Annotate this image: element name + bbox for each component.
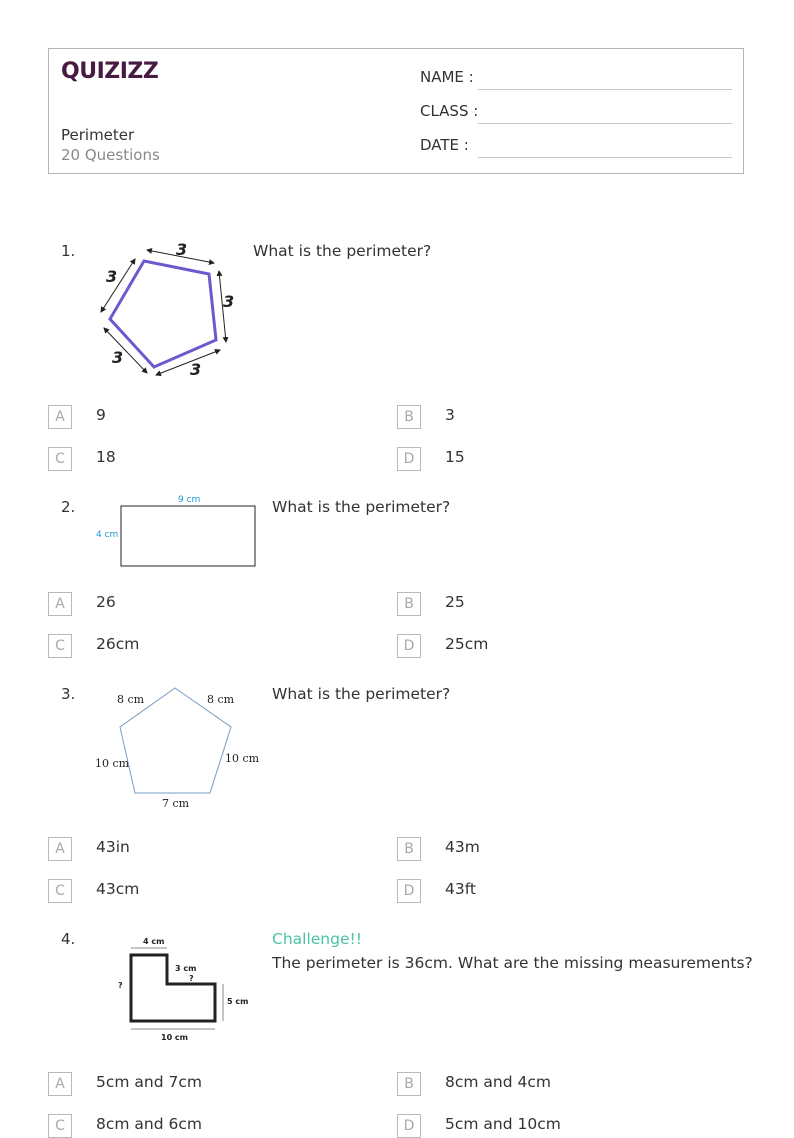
option-letter: A xyxy=(48,405,72,429)
date-field[interactable] xyxy=(420,136,732,158)
rectangle-shape xyxy=(121,506,255,566)
inner-height-label: 3 cm xyxy=(175,964,197,973)
question-count: 20 Questions xyxy=(61,146,160,164)
question-1-figure xyxy=(92,234,252,384)
name-label: NAME : xyxy=(420,68,474,86)
side-label-bottom: 7 cm xyxy=(162,797,190,810)
option-letter: D xyxy=(397,447,421,471)
question-4-number: 4. xyxy=(61,930,76,948)
height-label: 4 cm xyxy=(96,530,119,540)
question-3-text: What is the perimeter? xyxy=(272,685,451,703)
option-text: 9 xyxy=(96,406,106,424)
question-3-figure xyxy=(92,680,262,815)
option-text: 5cm and 7cm xyxy=(96,1073,202,1091)
option-text: 25cm xyxy=(445,635,489,653)
question-3-number: 3. xyxy=(61,685,76,703)
option-text: 43m xyxy=(445,838,480,856)
option-text: 15 xyxy=(445,448,465,466)
option-text: 8cm and 6cm xyxy=(96,1115,202,1133)
l-shape xyxy=(131,955,215,1021)
question-1-number: 1. xyxy=(61,242,76,260)
option-letter: D xyxy=(397,879,421,903)
option-letter: C xyxy=(48,634,72,658)
side-label-top-right: 8 cm xyxy=(207,693,235,706)
option-text: 43ft xyxy=(445,880,476,898)
option-letter: B xyxy=(397,405,421,429)
class-field[interactable] xyxy=(420,102,732,124)
option-letter: B xyxy=(397,592,421,616)
right-height-label: 5 cm xyxy=(227,997,249,1006)
side-label-right: 10 cm xyxy=(225,752,260,765)
side-label-bottom-left: 3 xyxy=(112,348,124,367)
side-label-left: 3 xyxy=(106,267,118,286)
option-letter: C xyxy=(48,1114,72,1138)
option-text: 3 xyxy=(445,406,455,424)
option-text: 25 xyxy=(445,593,465,611)
option-letter: A xyxy=(48,837,72,861)
option-letter: D xyxy=(397,634,421,658)
challenge-label: Challenge!! xyxy=(272,930,362,948)
question-2-text: What is the perimeter? xyxy=(272,498,451,516)
option-letter: C xyxy=(48,447,72,471)
option-text: 26 xyxy=(96,593,116,611)
worksheet-header xyxy=(48,48,744,174)
name-field[interactable] xyxy=(420,68,732,90)
side-label-right: 3 xyxy=(223,292,235,311)
question-4-text: The perimeter is 36cm. What are the missing measurements? xyxy=(272,954,753,972)
name-line xyxy=(478,89,732,90)
side-label-bottom-right: 3 xyxy=(190,360,202,379)
option-text: 43cm xyxy=(96,880,140,898)
option-text: 26cm xyxy=(96,635,140,653)
question-2-number: 2. xyxy=(61,498,76,516)
option-letter: D xyxy=(397,1114,421,1138)
side-label-left: 10 cm xyxy=(95,757,130,770)
option-letter: B xyxy=(397,837,421,861)
option-text: 18 xyxy=(96,448,116,466)
question-2-figure xyxy=(92,490,262,570)
bottom-width-label: 10 cm xyxy=(161,1033,188,1042)
option-text: 8cm and 4cm xyxy=(445,1073,551,1091)
question-4-figure xyxy=(92,928,262,1048)
date-line xyxy=(478,157,732,158)
option-text: 5cm and 10cm xyxy=(445,1115,561,1133)
worksheet-title: Perimeter xyxy=(61,126,135,144)
option-letter: A xyxy=(48,1072,72,1096)
question-1-text: What is the perimeter? xyxy=(253,242,432,260)
inner-width-unknown: ? xyxy=(189,974,194,983)
option-letter: C xyxy=(48,879,72,903)
top-width-label: 4 cm xyxy=(143,937,165,946)
class-line xyxy=(478,123,732,124)
quizizz-logo: QUIZIZZ xyxy=(61,59,159,84)
date-label: DATE : xyxy=(420,136,469,154)
width-label: 9 cm xyxy=(178,495,201,505)
left-height-unknown: ? xyxy=(118,981,123,990)
option-text: 43in xyxy=(96,838,130,856)
option-letter: A xyxy=(48,592,72,616)
side-label-top: 3 xyxy=(176,240,188,259)
class-label: CLASS : xyxy=(420,102,479,120)
side-label-top-left: 8 cm xyxy=(117,693,145,706)
option-letter: B xyxy=(397,1072,421,1096)
